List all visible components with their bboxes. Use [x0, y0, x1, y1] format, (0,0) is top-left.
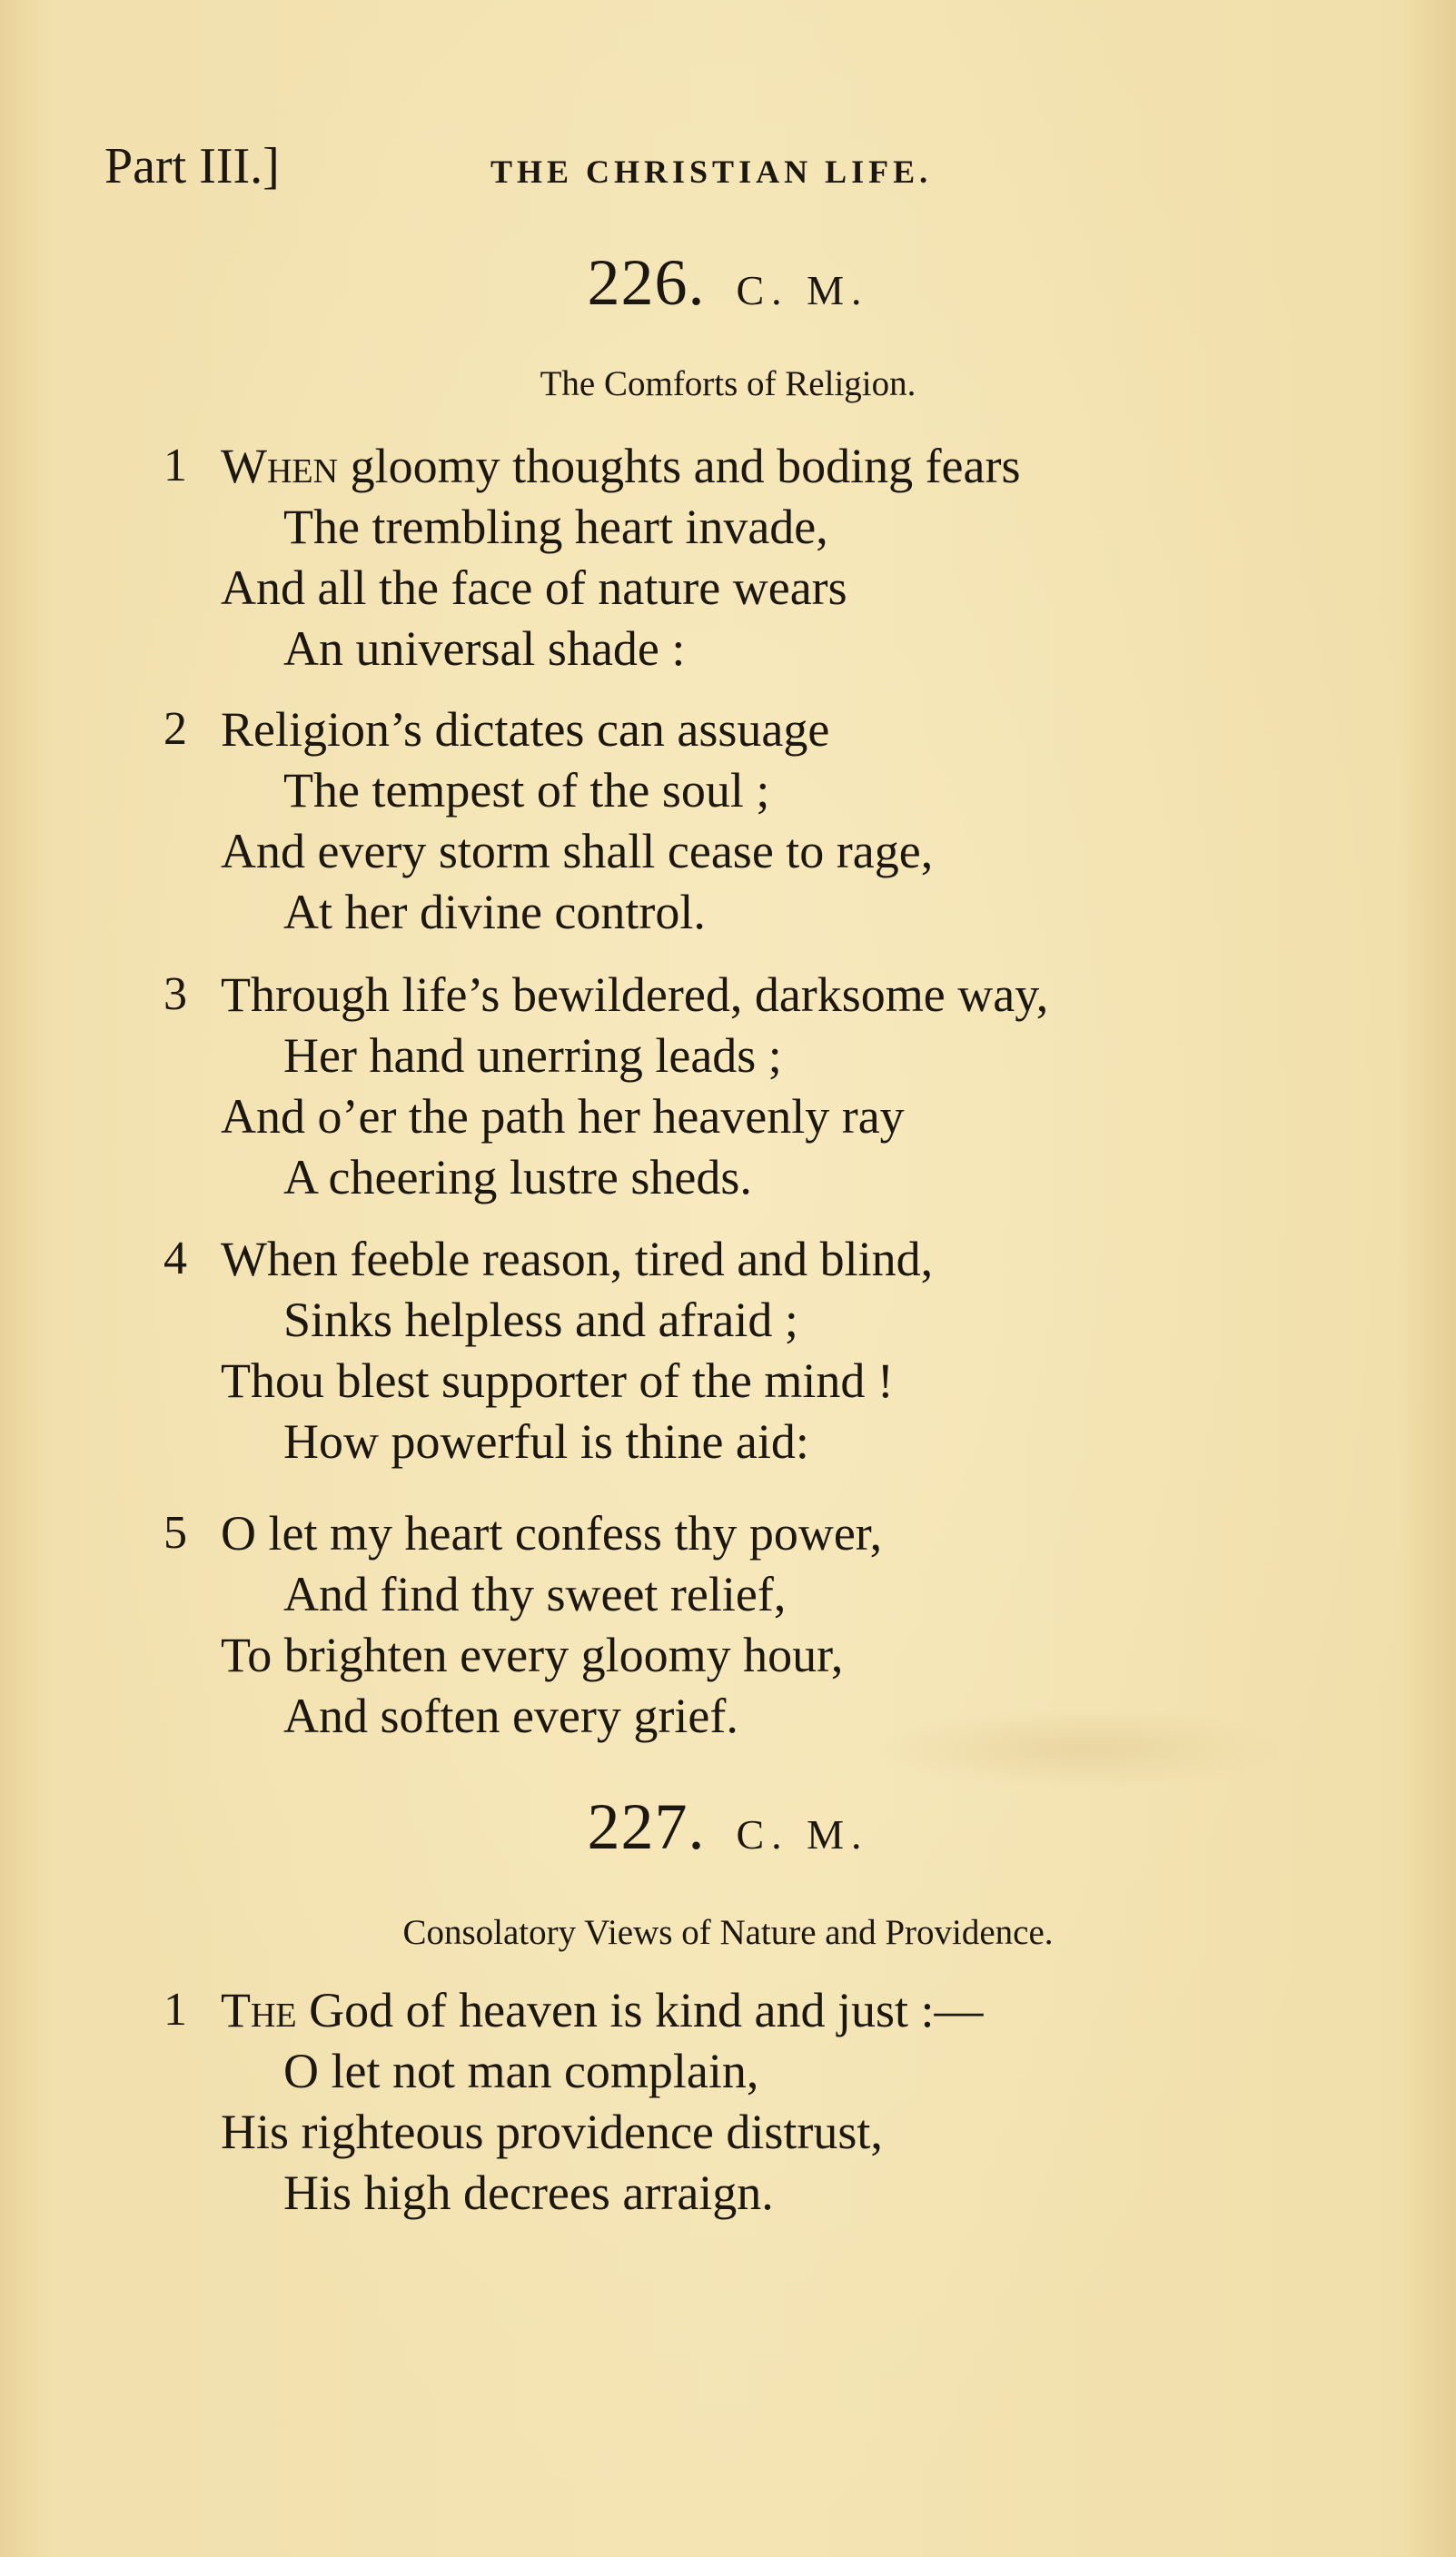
hymn-meter: C. M.	[736, 1811, 869, 1858]
verse-line: The trembling heart invade,	[283, 500, 828, 554]
running-header	[104, 134, 1285, 198]
lead-word: The	[221, 1983, 297, 2037]
verse-line: O let my heart confess thy power,	[221, 1506, 883, 1561]
verse-line: And soften every grief.	[283, 1689, 738, 1743]
verse-line: And all the face of nature wears	[221, 560, 847, 615]
hymn-number: 227.	[587, 1790, 706, 1863]
stanza-number: 5	[163, 1507, 187, 1559]
verse-line: Thou blest supporter of the mind !	[221, 1353, 894, 1408]
part-label: Part III.]	[104, 138, 280, 194]
verse-line: At her divine control.	[283, 885, 706, 939]
hymn-subtitle: The Comforts of Religion.	[540, 364, 916, 403]
verse-line: His righteous providence distrust,	[221, 2105, 883, 2159]
stanza-number: 4	[163, 1233, 187, 1284]
verse-line: Religion’s dictates can assuage	[221, 702, 830, 757]
verse-line: Her hand unerring leads ;	[283, 1028, 782, 1083]
hymn-number: 226.	[587, 246, 706, 319]
verse-line: O let not man complain,	[283, 2044, 759, 2098]
stanza-number: 2	[163, 703, 187, 755]
hymn-subtitle: Consolatory Views of Nature and Providence.	[402, 1913, 1054, 1952]
verse-line: And every storm shall cease to rage,	[221, 824, 934, 878]
verse-line: And find thy sweet relief,	[283, 1567, 787, 1621]
stanza-number: 3	[163, 968, 187, 1020]
hymn-227-heading	[0, 1789, 1456, 1865]
verse-line: When feeble reason, tired and blind,	[221, 1232, 934, 1286]
verse-line: To brighten every gloomy hour,	[221, 1628, 844, 1682]
verse-line: How powerful is thine aid:	[283, 1414, 809, 1469]
verse-line: When gloomy thoughts and boding fears	[221, 439, 1021, 493]
verse-line: And o’er the path her heavenly ray	[221, 1089, 905, 1144]
verse-line: His high decrees arraign.	[283, 2166, 774, 2220]
verse-line: The God of heaven is kind and just :—	[221, 1983, 984, 2037]
verse-line: Through life’s bewildered, darksome way,	[221, 967, 1049, 1022]
verse-line: The tempest of the soul ;	[283, 763, 770, 818]
verse-line: A cheering lustre sheds.	[283, 1150, 752, 1204]
verse-line: Sinks helpless and afraid ;	[283, 1293, 798, 1347]
verse-line: An universal shade :	[283, 621, 686, 676]
page-stain	[872, 1708, 1290, 1789]
stanza-number: 1	[163, 440, 187, 491]
hymn-meter: C. M.	[736, 267, 869, 313]
running-title: THE CHRISTIAN LIFE.	[490, 154, 933, 190]
hymn-226-heading	[0, 245, 1456, 321]
stanza-number: 1	[163, 1984, 187, 2036]
lead-word: When	[221, 439, 339, 493]
